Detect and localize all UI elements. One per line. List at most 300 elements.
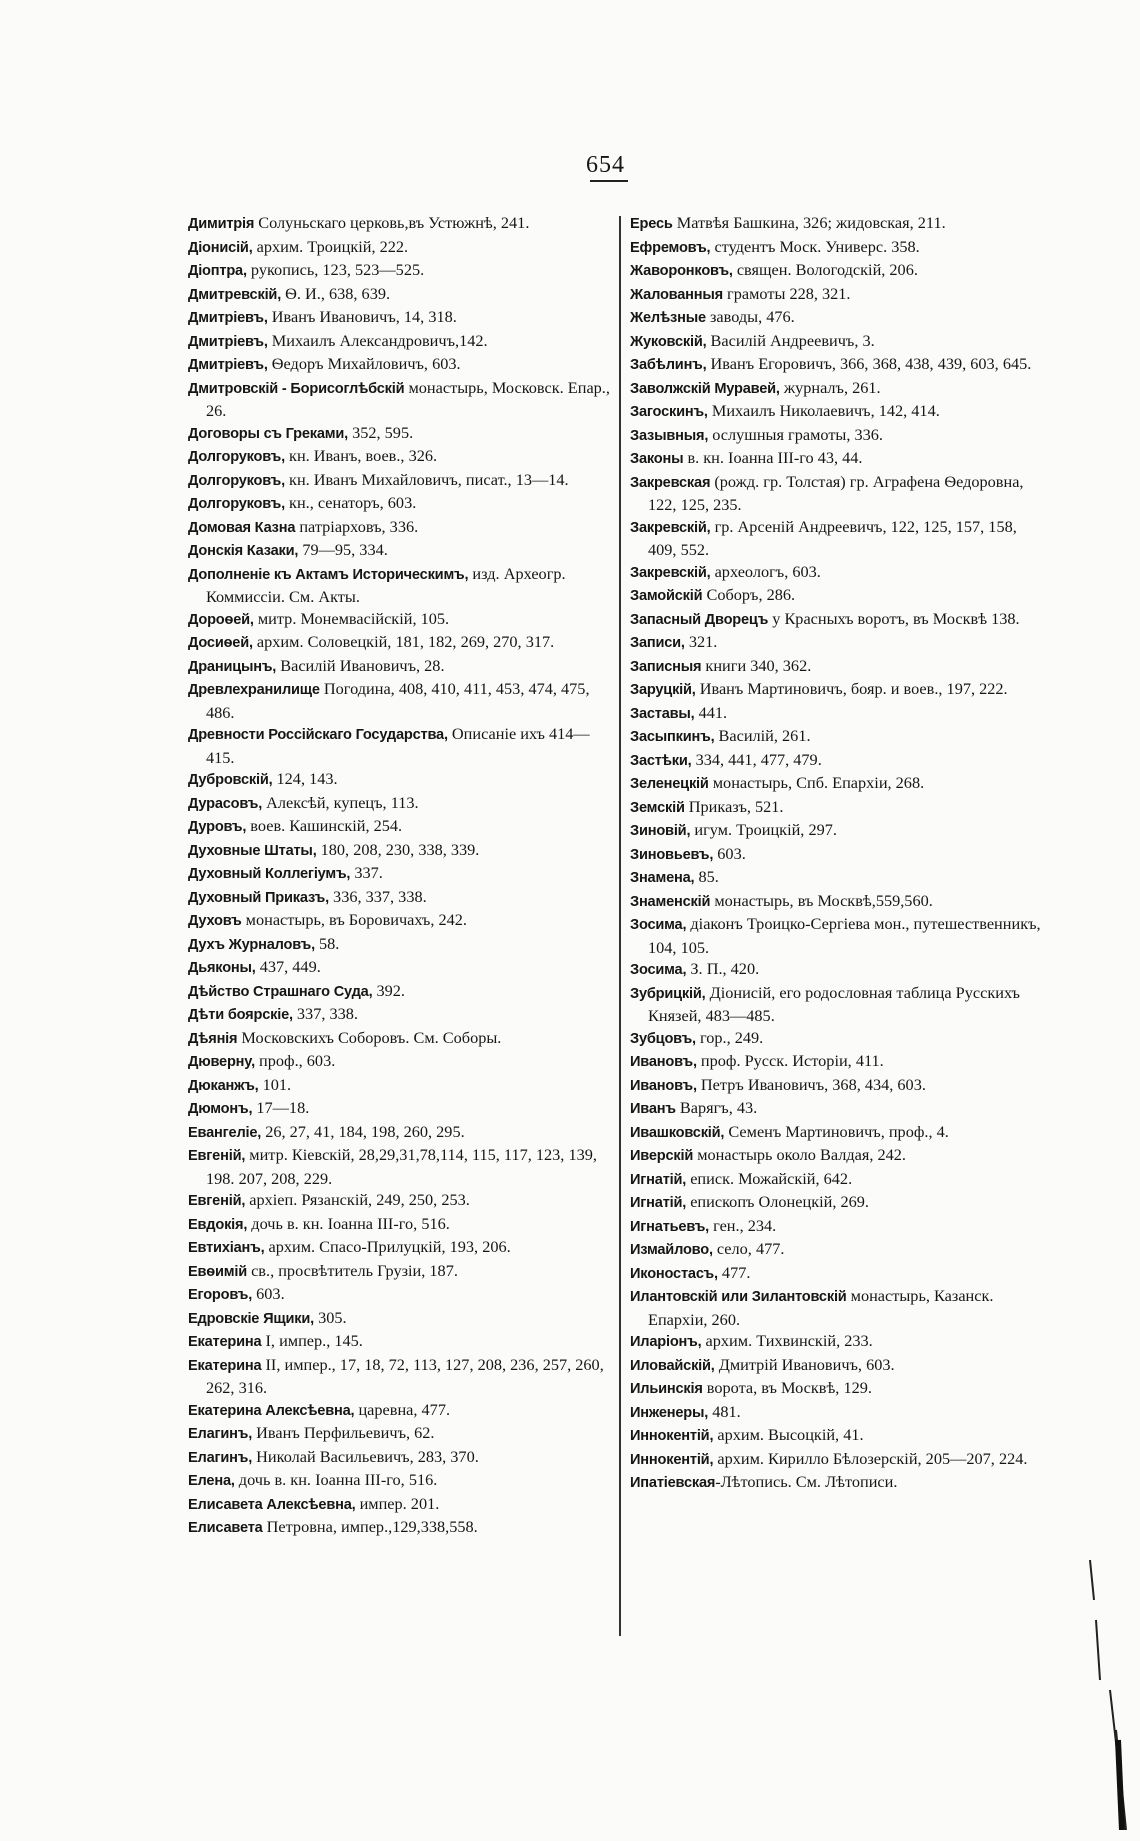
entry-text: З. П., 420. bbox=[686, 959, 760, 978]
entry-text: 321. bbox=[684, 632, 718, 651]
entry-text: -Лѣтопись. См. Лѣтописи. bbox=[715, 1472, 898, 1491]
entry-headword: Иннокентій, bbox=[630, 1428, 714, 1444]
entry-headword: Зосима, bbox=[630, 917, 687, 933]
index-entry bbox=[630, 913, 1046, 958]
entry-text: св., просвѣтитель Грузіи, 187. bbox=[247, 1260, 458, 1280]
entry-text: воев. Кашинскій, 254. bbox=[246, 816, 403, 835]
entry-text: Николай Васильевичъ, 283, 370. bbox=[252, 1446, 479, 1466]
entry-text: проф. Русск. Исторіи, 411. bbox=[696, 1051, 884, 1070]
index-entry bbox=[188, 1307, 610, 1331]
index-entry bbox=[630, 1168, 1046, 1192]
entry-headword: Евгеній, bbox=[188, 1193, 246, 1209]
entry-headword: Ивашковскій, bbox=[630, 1124, 725, 1141]
entry-text: журналъ, 261. bbox=[779, 377, 881, 397]
index-entry bbox=[630, 259, 1046, 283]
entry-text: архим. Троицкій, 222. bbox=[252, 236, 409, 256]
entry-text: Иванъ Мартиновичъ, бояр. и воев., 197, 222. bbox=[695, 679, 1008, 698]
entry-headword: Екатерина bbox=[188, 1334, 262, 1350]
entry-headword: Зиновій, bbox=[630, 823, 691, 839]
entry-text: архим. Соловецкій, 181, 182, 269, 270, 317. bbox=[252, 632, 555, 651]
entry-text: кн. Иванъ, воев., 326. bbox=[284, 446, 438, 465]
index-entry bbox=[188, 815, 610, 839]
entry-text: 392. bbox=[372, 980, 405, 1000]
entry-headword: Ересь bbox=[630, 216, 673, 232]
index-entry bbox=[630, 1330, 1046, 1354]
entry-headword: Заруцкій, bbox=[630, 682, 696, 698]
entry-headword: Ивановъ, bbox=[630, 1054, 697, 1070]
entry-headword: Зубцовъ, bbox=[630, 1030, 696, 1047]
index-entry bbox=[630, 377, 1046, 401]
index-entry bbox=[630, 796, 1046, 820]
entry-text: монастырь, въ Москвѣ,559,560. bbox=[710, 890, 933, 910]
index-entry bbox=[188, 1144, 610, 1189]
entry-text: царевна, 477. bbox=[354, 1399, 451, 1419]
entry-headword: Инженеры, bbox=[630, 1404, 709, 1421]
entry-headword: Духовъ bbox=[188, 913, 242, 929]
entry-text: еписк. Можайскій, 642. bbox=[686, 1168, 853, 1188]
index-entry bbox=[188, 792, 610, 816]
index-entry bbox=[630, 1144, 1046, 1168]
index-entry bbox=[630, 819, 1046, 843]
entry-headword: Екатерина Алексѣевна, bbox=[188, 1402, 355, 1419]
entry-headword: Иннокентій, bbox=[630, 1451, 714, 1468]
entry-text: ворота, въ Москвѣ, 129. bbox=[702, 1378, 872, 1397]
index-entry bbox=[188, 539, 610, 563]
entry-text: заводы, 476. bbox=[705, 307, 795, 326]
entry-headword: Заволжскій Муравей, bbox=[630, 380, 780, 397]
entry-headword: Ивановъ, bbox=[630, 1077, 697, 1094]
entry-text: Василій, 261. bbox=[714, 726, 811, 745]
entry-headword: Закревскій, bbox=[630, 564, 711, 581]
entry-text: (рожд. гр. Толстая) гр. Аграфена Ѳедоровна, 122, 125, 235. bbox=[648, 471, 1024, 514]
index-entry bbox=[630, 608, 1046, 632]
entry-headword: Зеленецкій bbox=[630, 776, 709, 792]
index-entry bbox=[188, 1493, 610, 1517]
entry-text: монастырь, Спб. Епархіи, 268. bbox=[708, 773, 925, 792]
entry-text: изд. Археогр. Коммиссіи. См. Акты. bbox=[206, 563, 566, 606]
entry-headword: Ипатіевская bbox=[630, 1475, 716, 1491]
entry-text: Алексѣй, купецъ, 113. bbox=[262, 792, 419, 812]
entry-text: архим. Кирилло Бѣлозерскій, 205—207, 224. bbox=[713, 1448, 1028, 1468]
index-entry bbox=[188, 516, 610, 540]
entry-headword: Духовные Штаты, bbox=[188, 842, 317, 859]
entry-headword: Знаменскій bbox=[630, 893, 711, 910]
entry-text: архим. Тихвинскій, 233. bbox=[701, 1331, 873, 1350]
index-entry bbox=[630, 424, 1046, 448]
entry-text: студентъ Моск. Универс. 358. bbox=[710, 236, 920, 256]
entry-headword: Едровскіе Ящики, bbox=[188, 1310, 314, 1327]
index-entry bbox=[188, 980, 610, 1004]
binding-edge-marks bbox=[1088, 1560, 1128, 1830]
index-entry bbox=[188, 422, 610, 446]
entry-headword: Дмитріевъ, bbox=[188, 310, 268, 326]
index-entry bbox=[188, 1422, 610, 1446]
entry-text: в. кн. Іоанна III-го 43, 44. bbox=[683, 448, 863, 467]
index-entry bbox=[188, 1121, 610, 1145]
index-entry bbox=[630, 471, 1046, 516]
entry-text: 26, 27, 41, 184, 198, 260, 295. bbox=[261, 1121, 465, 1141]
entry-headword: Драницынъ, bbox=[188, 658, 277, 675]
entry-headword: Зиновьевъ, bbox=[630, 846, 714, 863]
index-entry bbox=[630, 843, 1046, 867]
entry-headword: Дубровскій, bbox=[188, 772, 273, 788]
index-entry bbox=[188, 1074, 610, 1098]
entry-headword: Загоскинъ, bbox=[630, 404, 708, 420]
index-entry bbox=[630, 1377, 1046, 1401]
entry-text: гр. Арсеній Андреевичъ, 122, 125, 157, 158, 409, 552. bbox=[648, 516, 1017, 559]
index-entry bbox=[630, 1424, 1046, 1448]
index-entry bbox=[630, 400, 1046, 424]
entry-text: 477. bbox=[717, 1262, 751, 1282]
index-entry bbox=[630, 1121, 1046, 1145]
entry-text: Ѳ. И., 638, 639. bbox=[281, 283, 391, 303]
entry-headword: Дѣти боярскіе, bbox=[188, 1007, 293, 1023]
index-entry bbox=[188, 1446, 610, 1470]
entry-headword: Дополненіе къ Актамъ Историческимъ, bbox=[188, 566, 469, 583]
index-entry bbox=[630, 1448, 1046, 1472]
index-entry bbox=[188, 283, 610, 307]
entry-text: Василій Ивановичъ, 28. bbox=[276, 655, 445, 675]
entry-headword: Измайлово, bbox=[630, 1242, 713, 1258]
index-entry bbox=[630, 982, 1046, 1027]
index-entry bbox=[630, 958, 1046, 982]
index-entry bbox=[630, 353, 1046, 377]
index-entry bbox=[188, 306, 610, 330]
entry-text: Михаилъ Николаевичъ, 142, 414. bbox=[707, 401, 940, 420]
entry-headword: Ефремовъ, bbox=[630, 239, 711, 256]
entry-headword: Замойскій bbox=[630, 588, 703, 604]
entry-text: Соборъ, 286. bbox=[702, 585, 796, 604]
entry-text: игум. Троицкій, 297. bbox=[690, 820, 837, 839]
entry-text: священ. Вологодскій, 206. bbox=[732, 260, 918, 279]
entry-headword: Духовный Приказъ, bbox=[188, 889, 329, 906]
entry-headword: Дѣянія bbox=[188, 1030, 238, 1047]
entry-text: 124, 143. bbox=[272, 769, 338, 788]
index-entry bbox=[630, 749, 1046, 773]
entry-text: Михаилъ Александровичъ,142. bbox=[267, 330, 488, 350]
entry-headword: Долгоруковъ, bbox=[188, 496, 285, 512]
entry-text: Иванъ Перфильевичъ, 62. bbox=[252, 1423, 435, 1442]
column-divider bbox=[619, 216, 621, 1636]
entry-text: 603. bbox=[713, 843, 746, 863]
entry-text: діаконъ Троицко-Сергіева мон., путешественникъ, 104, 105. bbox=[648, 914, 1041, 957]
entry-headword: Зосима, bbox=[630, 962, 687, 978]
entry-headword: Жалованныя bbox=[630, 286, 723, 303]
entry-text: Московскихъ Соборовъ. См. Соборы. bbox=[237, 1027, 502, 1047]
entry-headword: Законы bbox=[630, 451, 684, 467]
entry-headword: Зазывныя, bbox=[630, 427, 709, 444]
index-entry bbox=[630, 702, 1046, 726]
index-entry bbox=[188, 886, 610, 910]
entry-text: у Красныхъ воротъ, въ Москвѣ 138. bbox=[768, 608, 1020, 628]
index-entry bbox=[188, 933, 610, 957]
entry-headword: Елагинъ, bbox=[188, 1426, 253, 1442]
index-entry bbox=[630, 306, 1046, 330]
entry-headword: Донскія Казаки, bbox=[188, 543, 299, 559]
index-entry bbox=[188, 1027, 610, 1051]
index-entry bbox=[188, 1354, 610, 1399]
index-entry bbox=[188, 956, 610, 980]
entry-text: 481. bbox=[708, 1401, 741, 1421]
entry-text: 85. bbox=[694, 867, 719, 886]
entry-text: Иванъ Егоровичъ, 366, 368, 438, 439, 603, 645. bbox=[706, 354, 1032, 373]
entry-text: книги 340, 362. bbox=[701, 655, 812, 675]
entry-text: рукопись, 123, 523—525. bbox=[246, 260, 425, 279]
index-entry bbox=[630, 772, 1046, 796]
entry-text: 334, 441, 477, 479. bbox=[691, 749, 822, 769]
entry-text: Погодина, 408, 410, 411, 453, 474, 475, 486. bbox=[206, 679, 590, 722]
entry-text: митр. Кіевскій, 28,29,31,78,114, 115, 117, 123, 139, 198. 207, 208, 229. bbox=[206, 1145, 597, 1188]
index-entry bbox=[630, 1285, 1046, 1330]
index-entry bbox=[188, 1050, 610, 1074]
index-entry bbox=[630, 725, 1046, 749]
entry-headword: Зубрицкій, bbox=[630, 985, 706, 1002]
entry-headword: Екатерина bbox=[188, 1357, 262, 1374]
entry-text: Петръ Ивановичъ, 368, 434, 603. bbox=[696, 1074, 926, 1094]
entry-headword: Записныя bbox=[630, 658, 702, 675]
index-entry bbox=[630, 866, 1046, 890]
entry-text: импер. 201. bbox=[355, 1493, 440, 1513]
entry-headword: Игнатій, bbox=[630, 1171, 687, 1188]
entry-headword: Дороѳей, bbox=[188, 611, 254, 628]
entry-headword: Закревская bbox=[630, 474, 711, 491]
entry-headword: Ильинскія bbox=[630, 1381, 703, 1397]
entry-text: Варягъ, 43. bbox=[675, 1098, 758, 1117]
entry-text: Семенъ Мартиновичъ, проф., 4. bbox=[724, 1121, 949, 1141]
entry-headword: Дюверну, bbox=[188, 1054, 255, 1070]
index-entry bbox=[630, 447, 1046, 471]
entry-text: дочь в. кн. Іоанна III-го, 516. bbox=[234, 1470, 438, 1489]
index-entry bbox=[188, 330, 610, 354]
left-column bbox=[188, 212, 610, 1540]
index-entry bbox=[630, 1191, 1046, 1215]
index-entry bbox=[188, 492, 610, 516]
entry-headword: Земскій bbox=[630, 799, 685, 816]
entry-headword: Долгоруковъ, bbox=[188, 449, 285, 465]
entry-headword: Дѣйство Страшнаго Суда, bbox=[188, 983, 373, 1000]
entry-headword: Евгеній, bbox=[188, 1148, 246, 1164]
index-entry bbox=[630, 1262, 1046, 1286]
index-entry bbox=[188, 259, 610, 283]
entry-headword: Дмитревскій, bbox=[188, 286, 282, 303]
entry-headword: Знамена, bbox=[630, 870, 695, 886]
entry-text: проф., 603. bbox=[254, 1051, 336, 1070]
entry-text: Петровна, импер.,129,338,558. bbox=[262, 1517, 478, 1536]
index-entry bbox=[188, 236, 610, 260]
index-entry bbox=[188, 1189, 610, 1213]
entry-text: ген., 234. bbox=[709, 1215, 777, 1235]
index-entry bbox=[188, 1330, 610, 1354]
entry-text: митр. Монемвасійскій, 105. bbox=[253, 608, 450, 628]
entry-text: кн., сенаторъ, 603. bbox=[284, 493, 417, 512]
entry-text: Діонисій, его родословная таблица Русскихъ Князей, 483—485. bbox=[648, 982, 1020, 1025]
entry-headword: Дурасовъ, bbox=[188, 795, 263, 812]
index-entry bbox=[188, 1236, 610, 1260]
entry-text: Василій Андреевичъ, 3. bbox=[706, 330, 875, 350]
entry-headword: Заставы, bbox=[630, 705, 695, 722]
entry-text: II, импер., 17, 18, 72, 113, 127, 208, 236, 257, 260, 262, 316. bbox=[206, 1354, 604, 1397]
entry-headword: Иконостасъ, bbox=[630, 1265, 718, 1282]
index-entry bbox=[188, 1283, 610, 1307]
entry-headword: Елена, bbox=[188, 1473, 235, 1489]
entry-headword: Елисавета Алексѣевна, bbox=[188, 1496, 356, 1513]
index-entry bbox=[630, 516, 1046, 561]
entry-text: архіеп. Рязанскій, 249, 250, 253. bbox=[245, 1190, 470, 1209]
entry-headword: Забѣлинъ, bbox=[630, 357, 707, 373]
index-entry bbox=[630, 1050, 1046, 1074]
entry-text: Дмитрій Ивановичъ, 603. bbox=[714, 1354, 895, 1374]
index-entry bbox=[630, 678, 1046, 702]
entry-headword: Дюмонъ, bbox=[188, 1101, 253, 1117]
entry-headword: Дмитровскій - Борисоглѣбскій bbox=[188, 380, 405, 397]
index-entry bbox=[188, 862, 610, 886]
entry-headword: Игнатій, bbox=[630, 1195, 687, 1211]
index-entry bbox=[188, 1469, 610, 1493]
entry-headword: Иловайскій, bbox=[630, 1357, 715, 1374]
entry-text: гор., 249. bbox=[695, 1027, 764, 1047]
index-entry bbox=[188, 678, 610, 723]
entry-text: 437, 449. bbox=[255, 957, 321, 976]
entry-headword: Записи, bbox=[630, 635, 685, 651]
entry-headword: Елагинъ, bbox=[188, 1449, 253, 1466]
index-entry bbox=[630, 631, 1046, 655]
index-entry bbox=[188, 631, 610, 655]
entry-headword: Духъ Журналовъ, bbox=[188, 936, 315, 953]
index-entry bbox=[630, 1097, 1046, 1121]
entry-text: 441. bbox=[694, 702, 728, 722]
index-entry bbox=[188, 353, 610, 377]
entry-text: монастырь около Валдая, 242. bbox=[693, 1145, 906, 1164]
entry-text: монастырь, Московск. Епар., 26. bbox=[206, 377, 610, 420]
entry-text: 79—95, 334. bbox=[298, 540, 388, 559]
entry-headword: Евдокія, bbox=[188, 1216, 248, 1233]
index-entry bbox=[188, 469, 610, 493]
entry-text: Приказъ, 521. bbox=[684, 796, 784, 816]
entry-headword: Договоры съ Греками, bbox=[188, 425, 349, 442]
index-entry bbox=[630, 212, 1046, 236]
entry-headword: Дюканжъ, bbox=[188, 1077, 259, 1094]
entry-headword: Засыпкинъ, bbox=[630, 729, 715, 745]
index-entry bbox=[630, 890, 1046, 914]
entry-text: ослушныя грамоты, 336. bbox=[708, 424, 884, 444]
index-entry bbox=[188, 1260, 610, 1284]
index-entry bbox=[188, 212, 610, 236]
entry-text: 58. bbox=[314, 933, 340, 953]
entry-headword: Древлехранилище bbox=[188, 682, 320, 698]
entry-headword: Долгоруковъ, bbox=[188, 472, 285, 489]
entry-headword: Игнатьевъ, bbox=[630, 1218, 710, 1235]
entry-text: архим. Спасо-Прилуцкій, 193, 206. bbox=[264, 1237, 511, 1256]
entry-text: монастырь, Казанск. Епархіи, 260. bbox=[648, 1286, 994, 1329]
index-entry bbox=[188, 768, 610, 792]
index-entry bbox=[630, 1215, 1046, 1239]
index-entry bbox=[188, 1399, 610, 1423]
right-column bbox=[630, 212, 1046, 1495]
index-entry bbox=[630, 561, 1046, 585]
page-number: 654 bbox=[586, 152, 625, 178]
index-entry bbox=[188, 1516, 610, 1540]
index-entry bbox=[630, 1401, 1046, 1425]
index-entry bbox=[630, 584, 1046, 608]
index-entry bbox=[188, 608, 610, 632]
index-entry bbox=[188, 445, 610, 469]
entry-headword: Иларіонъ, bbox=[630, 1334, 702, 1350]
index-entry bbox=[630, 1471, 1046, 1495]
index-entry bbox=[188, 1213, 610, 1237]
entry-text: епископъ Олонецкій, 269. bbox=[686, 1192, 869, 1211]
index-entry bbox=[630, 1238, 1046, 1262]
entry-headword: Егоровъ, bbox=[188, 1287, 253, 1303]
entry-text: Описаніе ихъ 414—415. bbox=[206, 724, 590, 767]
entry-text: грамоты 228, 321. bbox=[722, 283, 851, 303]
index-entry bbox=[188, 723, 610, 768]
entry-headword: Духовный Коллегіумъ, bbox=[188, 866, 351, 882]
entry-text: монастырь, въ Боровичахъ, 242. bbox=[241, 910, 467, 929]
entry-headword: Иванъ bbox=[630, 1101, 676, 1117]
entry-text: археологъ, 603. bbox=[710, 561, 821, 581]
entry-headword: Димитрія bbox=[188, 216, 255, 232]
index-entry bbox=[188, 377, 610, 422]
entry-headword: Досиѳей, bbox=[188, 635, 253, 651]
entry-headword: Дьяконы, bbox=[188, 960, 256, 976]
entry-headword: Жуковскій, bbox=[630, 333, 707, 350]
entry-headword: Евтихіанъ, bbox=[188, 1240, 265, 1256]
entry-text: I, импер., 145. bbox=[261, 1331, 363, 1350]
entry-headword: Иверскій bbox=[630, 1148, 694, 1164]
entry-text: 101. bbox=[258, 1074, 292, 1094]
header-rule bbox=[590, 180, 628, 182]
entry-text: Матвѣя Башкина, 326; жидовская, 211. bbox=[672, 213, 946, 232]
index-entry bbox=[630, 283, 1046, 307]
entry-text: архим. Высоцкій, 41. bbox=[713, 1425, 864, 1444]
index-entry bbox=[630, 330, 1046, 354]
entry-headword: Дмитріевъ, bbox=[188, 357, 268, 373]
index-entry bbox=[630, 1027, 1046, 1051]
index-entry bbox=[188, 839, 610, 863]
entry-text: дочь в. кн. Іоанна III-го, 516. bbox=[247, 1213, 450, 1233]
entry-text: 17—18. bbox=[252, 1098, 310, 1117]
index-entry bbox=[630, 655, 1046, 679]
entry-text: кн. Иванъ Михайловичъ, писат., 13—14. bbox=[284, 469, 569, 489]
entry-headword: Илантовскій или Зилантовскій bbox=[630, 1289, 847, 1305]
entry-text: 336, 337, 338. bbox=[328, 886, 427, 906]
entry-headword: Дуровъ, bbox=[188, 819, 247, 835]
entry-headword: Древности Россійскаго Государства, bbox=[188, 727, 448, 743]
entry-headword: Елисавета bbox=[188, 1520, 263, 1536]
entry-text: 352, 595. bbox=[348, 422, 414, 442]
entry-text: Иванъ Ивановичъ, 14, 318. bbox=[267, 307, 457, 326]
index-entry bbox=[630, 236, 1046, 260]
index-entry bbox=[188, 563, 610, 608]
entry-headword: Застѣки, bbox=[630, 752, 692, 769]
entry-headword: Желѣзные bbox=[630, 310, 706, 326]
entry-text: 337. bbox=[350, 863, 383, 882]
entry-text: село, 477. bbox=[712, 1239, 785, 1258]
entry-headword: Жаворонковъ, bbox=[630, 263, 733, 279]
entry-headword: Евангеліе, bbox=[188, 1124, 262, 1141]
entry-headword: Дмитріевъ, bbox=[188, 333, 268, 350]
entry-headword: Евѳимій bbox=[188, 1263, 248, 1280]
entry-text: Солуньскаго церковь,въ Устюжнѣ, 241. bbox=[254, 213, 530, 232]
entry-headword: Діоптра, bbox=[188, 263, 247, 279]
index-entry bbox=[188, 655, 610, 679]
index-entry bbox=[630, 1354, 1046, 1378]
index-entry bbox=[188, 909, 610, 933]
entry-headword: Запасный Дворецъ bbox=[630, 611, 769, 628]
entry-text: 305. bbox=[314, 1307, 347, 1327]
entry-headword: Діонисій, bbox=[188, 239, 253, 256]
entry-text: 337, 338. bbox=[292, 1004, 358, 1023]
